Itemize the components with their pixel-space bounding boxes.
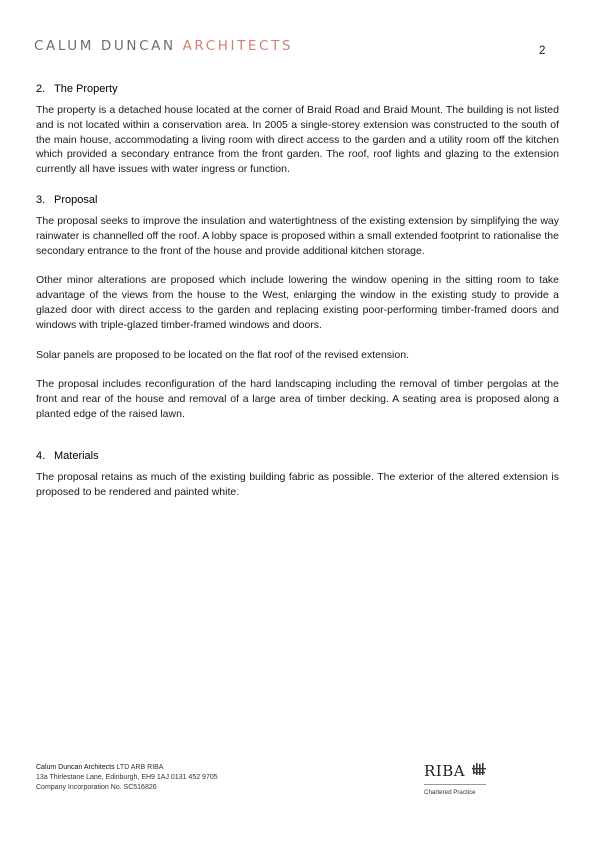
riba-lion-mark-icon: [472, 762, 487, 782]
section-title: Materials: [54, 449, 99, 462]
section-proposal: [36, 193, 559, 422]
footer-company-suffix: LTD ARB RIBA: [114, 764, 164, 771]
document-body: [36, 82, 559, 515]
section-heading: [36, 449, 559, 463]
page-number: 2: [539, 45, 546, 57]
section-heading: [36, 82, 559, 96]
footer-company-details: [36, 763, 218, 792]
footer-company-name: Calum Duncan Architects: [36, 764, 115, 771]
riba-divider: [424, 784, 486, 785]
paragraph: Other minor alterations are proposed which include lowering the window opening in the sitting room to take advantage of the views from the house to the West, enlarging the window in the existing study to provide a glazed door with direct access to the garden and replacing existing poor-performing timber-framed doors and windows with triple-glazed timber-framed windows and doors.: [36, 274, 559, 331]
section-number: 3.: [36, 193, 46, 206]
section-heading: [36, 193, 559, 207]
section-materials: [36, 449, 559, 500]
section-title: Proposal: [54, 193, 98, 206]
paragraph: Solar panels are proposed to be located on the flat roof of the revised extension.: [36, 348, 409, 361]
paragraph: The property is a detached house located at the corner of Braid Road and Braid Mount. The building is not listed and is not located within a conservation area. In 2005 a single-storey extension was constructed to the south of the main house, accommodating a living room with direct access to the garden and a utility room off the kitchen which provided a secondary entrance from the front garden. The roof, roof lights and glazing to the extension currently all have issues with water ingress or function.: [36, 104, 559, 176]
paragraph: The proposal seeks to improve the insulation and watertightness of the existing extension by simplifying the way rainwater is channelled off the roof. A lobby space is proposed within a small extended footprint to rationalise the secondary entrance to the front of the house and provide additional kitchen storage.: [36, 214, 559, 257]
riba-caption: Chartered Practice: [424, 789, 476, 796]
company-logo-wordmark: [34, 38, 293, 54]
paragraph: The proposal includes reconfiguration of the hard landscaping including the removal of timber pergolas at the front and rear of the house and removal of a large area of timber decking. A seating area is proposed along a planted edge of the raised lawn.: [36, 378, 559, 420]
section-number: 4.: [36, 449, 46, 462]
footer-company-line: [36, 763, 218, 773]
brand-primary: CALUM DUNCAN: [34, 38, 176, 54]
section-number: 2.: [36, 83, 46, 95]
footer-address: 13a Thirlestane Lane, Edinburgh, EH9 1AJ 0131 452 9705: [36, 773, 218, 781]
riba-wordmark: RIBA: [424, 762, 466, 780]
footer-incorporation: Company Incorporation No. SC516826: [36, 783, 157, 791]
brand-accent: ARCHITECTS: [182, 38, 294, 54]
paragraph: The proposal retains as much of the existing building fabric as possible. The exterior of the altered extension is proposed to be rendered and painted white.: [36, 470, 559, 498]
section-property: [36, 82, 559, 177]
riba-chartered-practice-logo: [424, 762, 488, 796]
section-title: The Property: [54, 83, 118, 95]
